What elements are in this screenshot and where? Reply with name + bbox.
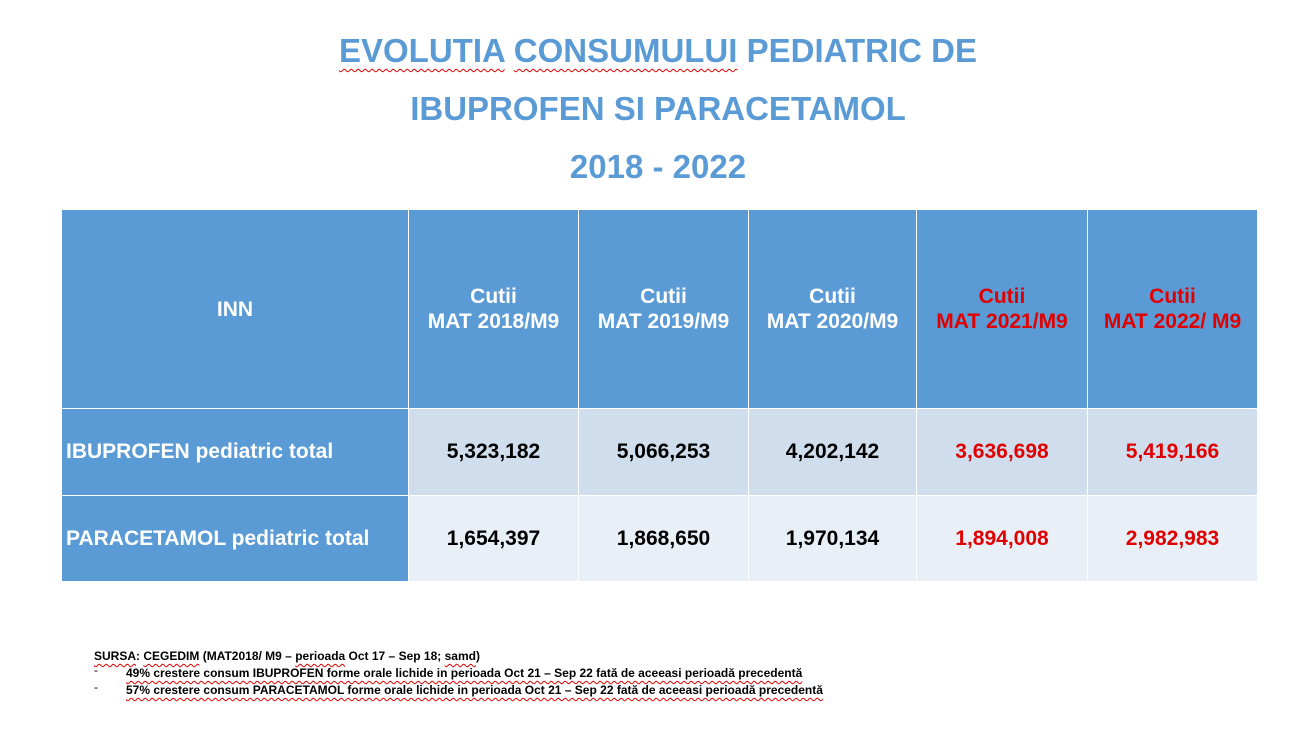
title-word-evolutia: EVOLUTIA [338,32,505,69]
table-header-row [62,210,1258,409]
title-line-1 [0,22,1316,80]
header-col-2019-line1: Cutii [640,285,687,308]
header-col-2018-line2: MAT 2018/M9 [427,310,560,333]
row-label-ibuprofen: IBUPROFEN pediatric total [62,409,409,496]
header-col-2020-line2: MAT 2020/M9 [766,310,899,333]
cell-ibuprofen-2021: 3,636,698 [917,409,1088,496]
note-paracetamol [94,682,823,699]
note-paracetamol-dash: - [94,680,98,694]
source-word-perioada: perioada [295,649,346,663]
header-col-2022 [1088,210,1258,409]
header-col-2020-line1: Cutii [809,285,856,308]
note-ibuprofen [94,665,823,682]
header-col-2018-line1: Cutii [470,285,517,308]
cell-ibuprofen-2020: 4,202,142 [749,409,917,496]
consumption-table [61,209,1258,582]
title-line-2: IBUPROFEN SI PARACETAMOL [410,90,906,127]
cell-paracetamol-2020: 1,970,134 [749,496,917,582]
table-row-paracetamol [62,496,1258,582]
header-col-2022-line1: Cutii [1149,285,1196,308]
note-ibuprofen-text: 49% crestere consum IBUPROFEN forme orale lichide in perioada Oct 21 – Sep 22 fată de aceeasi perioadă precedentă [126,666,803,680]
source-word-sursa: SURSA [94,649,137,663]
note-paracetamol-text: 57% crestere consum PARACETAMOL forme orale lichide in perioada Oct 21 – Sep 22 fată de aceeasi perioadă precedentă [126,683,823,697]
cell-paracetamol-2022: 2,982,983 [1088,496,1258,582]
source-word-cegedim: CEGEDIM [143,649,200,663]
table-row-ibuprofen [62,409,1258,496]
header-inn: INN [62,210,409,409]
source-mid: (MAT2018/ M9 – [199,649,296,663]
cell-ibuprofen-2018: 5,323,182 [409,409,579,496]
cell-paracetamol-2021: 1,894,008 [917,496,1088,582]
note-ibuprofen-dash: - [94,663,98,677]
header-col-2019 [579,210,749,409]
row-label-paracetamol: PARACETAMOL pediatric total [62,496,409,582]
title-line-1-rest: PEDIATRIC DE [737,32,978,69]
header-col-2021 [917,210,1088,409]
source-end: Oct 17 – Sep 18; [345,649,445,663]
header-col-2021-line2: MAT 2021/M9 [936,310,1068,333]
cell-paracetamol-2019: 1,868,650 [579,496,749,582]
header-col-2021-line1: Cutii [978,285,1026,308]
source-word-samd: samd [444,649,476,663]
footnotes [94,648,823,699]
source-note: SURSA: CEGEDIM (MAT2018/ M9 – perioada Oct 17 – Sep 18; samd) [94,649,480,663]
cell-ibuprofen-2022: 5,419,166 [1088,409,1258,496]
title-word-consumului: CONSUMULUI [513,32,738,69]
header-col-2022-line2: MAT 2022/ M9 [1103,310,1242,333]
title-line-3: 2018 - 2022 [569,148,747,185]
header-col-2019-line2: MAT 2019/M9 [597,310,730,333]
slide-title [0,22,1316,196]
header-col-2018 [409,210,579,409]
cell-ibuprofen-2019: 5,066,253 [579,409,749,496]
cell-paracetamol-2018: 1,654,397 [409,496,579,582]
source-close: ) [475,649,480,663]
header-col-2020 [749,210,917,409]
